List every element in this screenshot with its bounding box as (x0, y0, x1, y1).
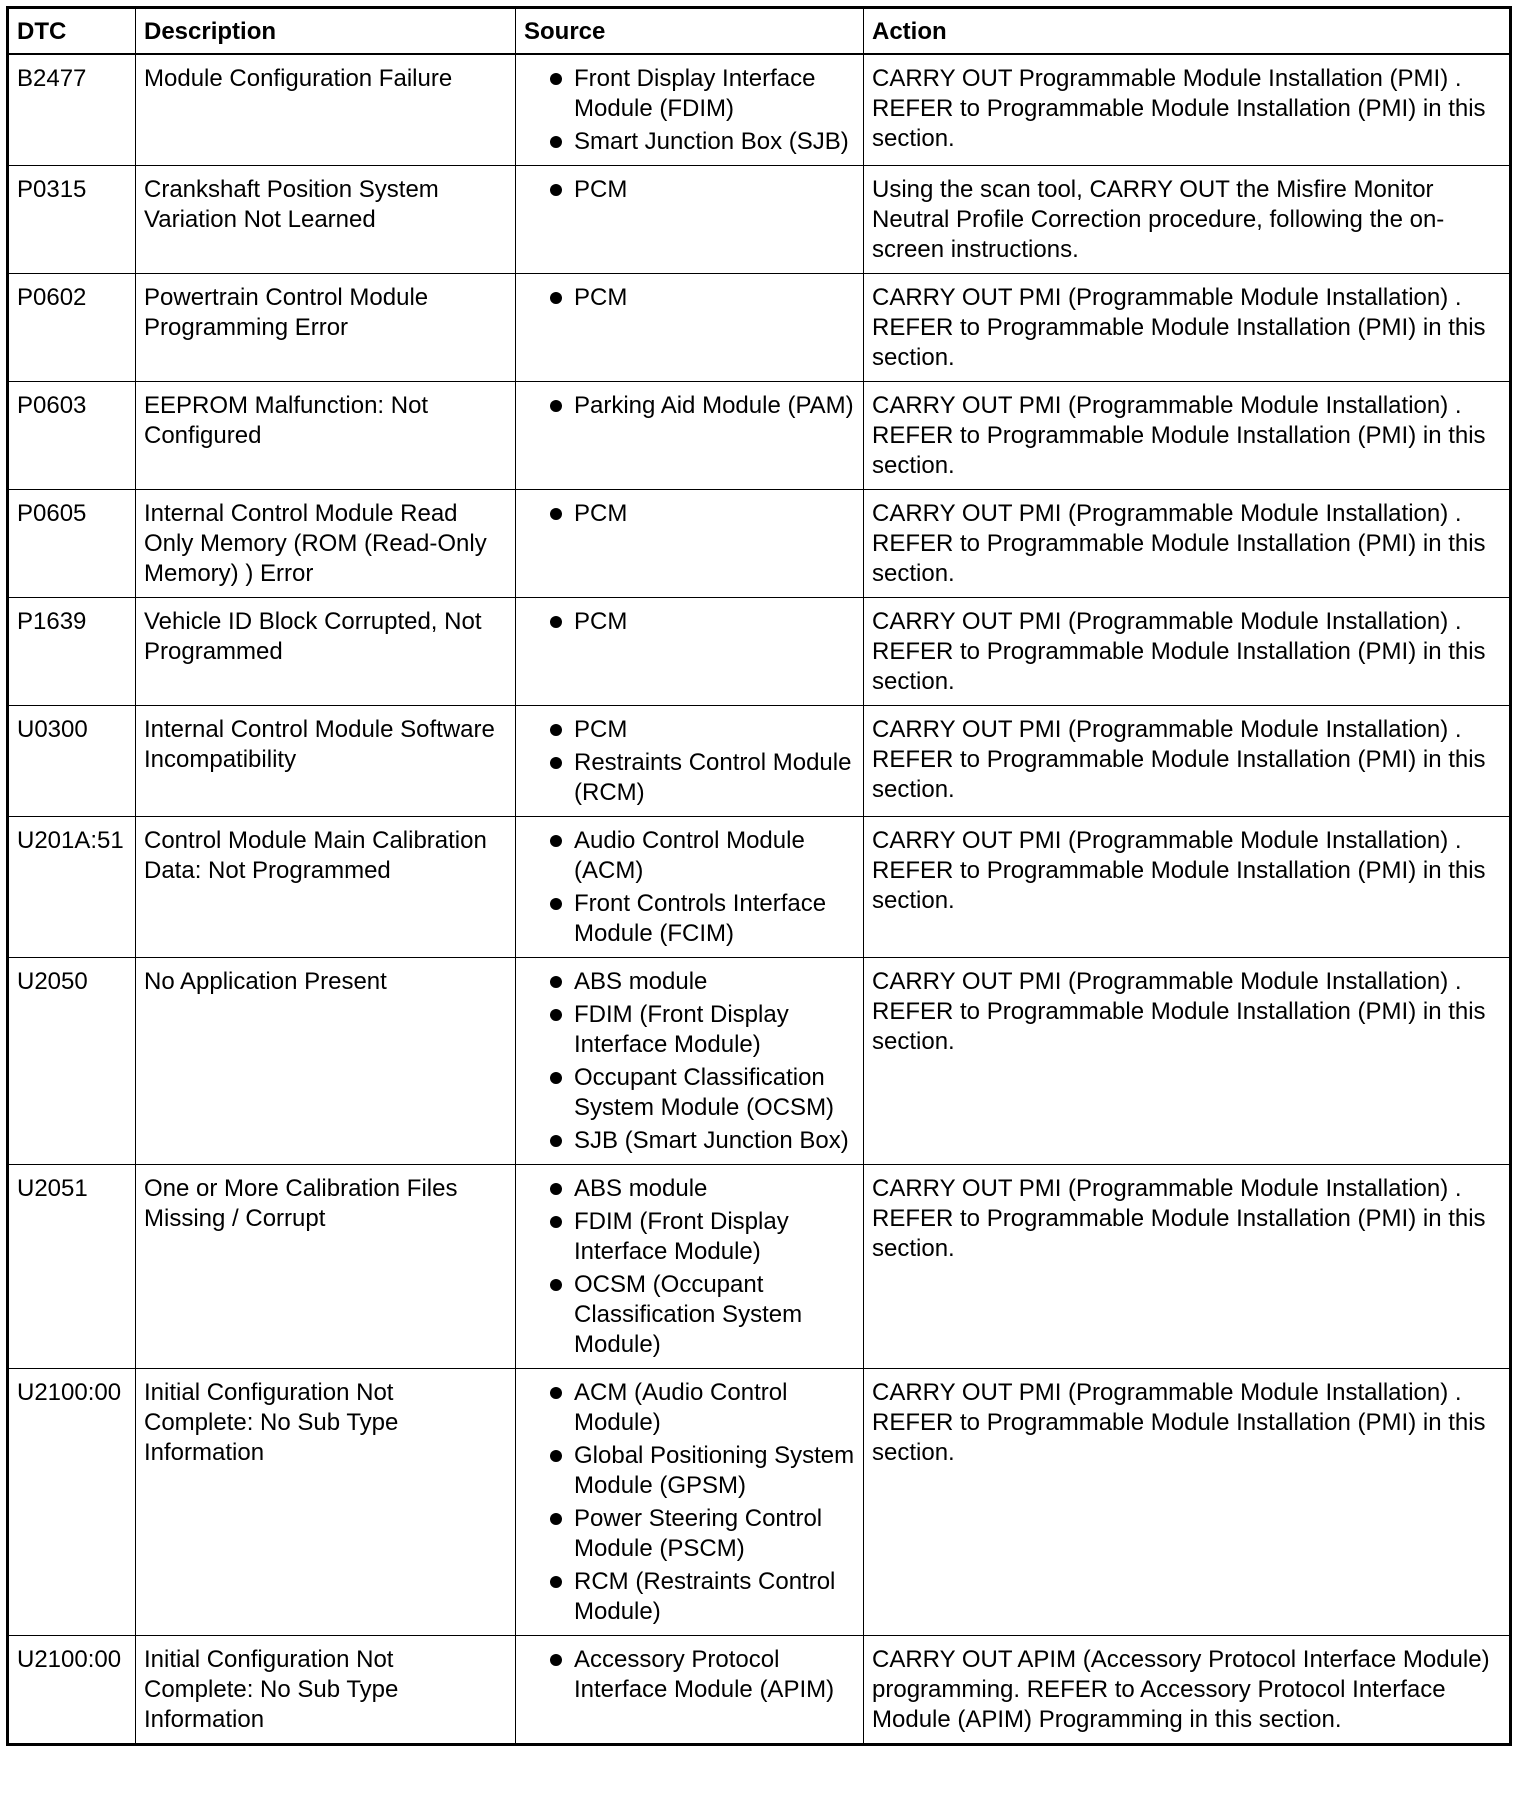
dtc-source (516, 1369, 864, 1636)
table-row (8, 274, 1511, 382)
bullet-icon (550, 73, 562, 85)
dtc-description: One or More Calibration Files Missing / Corrupt (136, 1165, 516, 1369)
bullet-icon (550, 1450, 562, 1462)
source-text: Audio Control Module (ACM) (574, 827, 805, 884)
dtc-code: B2477 (8, 54, 136, 166)
bullet-icon (550, 898, 562, 910)
dtc-action: CARRY OUT PMI (Programmable Module Installation) . REFER to Programmable Module Installation (PMI) in this section. (864, 1165, 1511, 1369)
dtc-code: U2051 (8, 1165, 136, 1369)
source-list (524, 715, 855, 808)
source-text: Accessory Protocol Interface Module (APIM) (574, 1646, 835, 1703)
dtc-source (516, 817, 864, 958)
bullet-icon (550, 1513, 562, 1525)
table-row (8, 706, 1511, 817)
source-list (524, 499, 855, 529)
dtc-description: Initial Configuration Not Complete: No Sub Type Information (136, 1369, 516, 1636)
source-text: ACM (Audio Control Module) (574, 1379, 788, 1436)
dtc-table (6, 6, 1512, 1746)
dtc-action: CARRY OUT PMI (Programmable Module Installation) . REFER to Programmable Module Installation (PMI) in this section. (864, 817, 1511, 958)
source-text: FDIM (Front Display Interface Module) (574, 1001, 789, 1058)
source-list (524, 607, 855, 637)
bullet-icon (550, 136, 562, 148)
bullet-icon (550, 724, 562, 736)
dtc-action: CARRY OUT PMI (Programmable Module Installation) . REFER to Programmable Module Installation (PMI) in this section. (864, 706, 1511, 817)
bullet-icon (550, 1387, 562, 1399)
dtc-code: P0315 (8, 166, 136, 274)
source-item (524, 175, 855, 205)
source-item (524, 1126, 855, 1156)
source-item (524, 748, 855, 808)
dtc-description: No Application Present (136, 958, 516, 1165)
dtc-action: Using the scan tool, CARRY OUT the Misfire Monitor Neutral Profile Correction procedure, following the on-screen instructions. (864, 166, 1511, 274)
header-dtc: DTC (8, 8, 136, 55)
dtc-source (516, 598, 864, 706)
dtc-action: CARRY OUT PMI (Programmable Module Installation) . REFER to Programmable Module Installation (PMI) in this section. (864, 382, 1511, 490)
source-text: OCSM (Occupant Classification System Module) (574, 1271, 803, 1358)
dtc-description: Crankshaft Position System Variation Not Learned (136, 166, 516, 274)
table-row (8, 490, 1511, 598)
source-list (524, 391, 855, 421)
source-item (524, 1000, 855, 1060)
table-header-row (8, 8, 1511, 55)
source-text: SJB (Smart Junction Box) (574, 1127, 849, 1154)
source-item (524, 826, 855, 886)
dtc-source (516, 1165, 864, 1369)
table-row (8, 817, 1511, 958)
dtc-source (516, 382, 864, 490)
dtc-code: P0602 (8, 274, 136, 382)
source-item (524, 1270, 855, 1360)
source-text: Global Positioning System Module (GPSM) (574, 1442, 855, 1499)
bullet-icon (550, 1576, 562, 1588)
bullet-icon (550, 616, 562, 628)
source-item (524, 1207, 855, 1267)
bullet-icon (550, 1009, 562, 1021)
table-body (8, 54, 1511, 1745)
source-list (524, 1174, 855, 1360)
dtc-action: CARRY OUT PMI (Programmable Module Installation) . REFER to Programmable Module Installation (PMI) in this section. (864, 274, 1511, 382)
dtc-source (516, 166, 864, 274)
dtc-description: Powertrain Control Module Programming Error (136, 274, 516, 382)
source-item (524, 1645, 855, 1705)
source-item (524, 64, 855, 124)
source-item (524, 1174, 855, 1204)
source-text: PCM (574, 716, 628, 743)
bullet-icon (550, 1135, 562, 1147)
dtc-code: U2100:00 (8, 1369, 136, 1636)
source-text: PCM (574, 500, 628, 527)
dtc-source (516, 54, 864, 166)
table-row (8, 54, 1511, 166)
source-text: Front Display Interface Module (FDIM) (574, 65, 816, 122)
source-text: Occupant Classification System Module (OCSM) (574, 1064, 835, 1121)
source-list (524, 1378, 855, 1627)
dtc-description: Initial Configuration Not Complete: No Sub Type Information (136, 1636, 516, 1745)
source-item (524, 1441, 855, 1501)
bullet-icon (550, 835, 562, 847)
source-item (524, 715, 855, 745)
source-list (524, 967, 855, 1156)
source-text: PCM (574, 284, 628, 311)
table-row (8, 598, 1511, 706)
bullet-icon (550, 508, 562, 520)
source-item (524, 607, 855, 637)
source-item (524, 889, 855, 949)
bullet-icon (550, 1072, 562, 1084)
bullet-icon (550, 757, 562, 769)
dtc-source (516, 274, 864, 382)
dtc-action: CARRY OUT Programmable Module Installation (PMI) . REFER to Programmable Module Installation (PMI) in this section. (864, 54, 1511, 166)
dtc-action: CARRY OUT APIM (Accessory Protocol Interface Module) programming. REFER to Accessory Protocol Interface Module (APIM) Programming in this section. (864, 1636, 1511, 1745)
dtc-action: CARRY OUT PMI (Programmable Module Installation) . REFER to Programmable Module Installation (PMI) in this section. (864, 490, 1511, 598)
dtc-description: Internal Control Module Read Only Memory (ROM (Read-Only Memory) ) Error (136, 490, 516, 598)
table-row (8, 1369, 1511, 1636)
source-text: Parking Aid Module (PAM) (574, 392, 854, 419)
dtc-action: CARRY OUT PMI (Programmable Module Installation) . REFER to Programmable Module Installation (PMI) in this section. (864, 958, 1511, 1165)
dtc-code: P1639 (8, 598, 136, 706)
dtc-code: P0605 (8, 490, 136, 598)
source-text: Front Controls Interface Module (FCIM) (574, 890, 827, 947)
source-text: FDIM (Front Display Interface Module) (574, 1208, 789, 1265)
dtc-code: U2100:00 (8, 1636, 136, 1745)
source-item (524, 1378, 855, 1438)
source-item (524, 127, 855, 157)
dtc-source (516, 1636, 864, 1745)
dtc-description: Vehicle ID Block Corrupted, Not Programmed (136, 598, 516, 706)
dtc-source (516, 490, 864, 598)
dtc-description: Module Configuration Failure (136, 54, 516, 166)
source-item (524, 1504, 855, 1564)
source-item (524, 391, 855, 421)
source-text: PCM (574, 176, 628, 203)
bullet-icon (550, 184, 562, 196)
source-list (524, 1645, 855, 1705)
dtc-code: U2050 (8, 958, 136, 1165)
header-description: Description (136, 8, 516, 55)
source-list (524, 826, 855, 949)
source-text: RCM (Restraints Control Module) (574, 1568, 836, 1625)
source-text: Restraints Control Module (RCM) (574, 749, 852, 806)
source-list (524, 175, 855, 205)
dtc-code: U0300 (8, 706, 136, 817)
header-action: Action (864, 8, 1511, 55)
dtc-action: CARRY OUT PMI (Programmable Module Installation) . REFER to Programmable Module Installation (PMI) in this section. (864, 598, 1511, 706)
source-list (524, 283, 855, 313)
dtc-source (516, 706, 864, 817)
source-item (524, 1063, 855, 1123)
dtc-source (516, 958, 864, 1165)
bullet-icon (550, 976, 562, 988)
bullet-icon (550, 1216, 562, 1228)
table-row (8, 1636, 1511, 1745)
dtc-description: EEPROM Malfunction: Not Configured (136, 382, 516, 490)
source-item (524, 1567, 855, 1627)
table-row (8, 166, 1511, 274)
bullet-icon (550, 1654, 562, 1666)
source-item (524, 283, 855, 313)
table-row (8, 1165, 1511, 1369)
dtc-description: Internal Control Module Software Incompatibility (136, 706, 516, 817)
dtc-code: P0603 (8, 382, 136, 490)
source-list (524, 64, 855, 157)
source-text: ABS module (574, 968, 708, 995)
header-source: Source (516, 8, 864, 55)
table-row (8, 382, 1511, 490)
source-text: ABS module (574, 1175, 708, 1202)
source-text: Power Steering Control Module (PSCM) (574, 1505, 823, 1562)
source-item (524, 499, 855, 529)
dtc-description: Control Module Main Calibration Data: Not Programmed (136, 817, 516, 958)
source-item (524, 967, 855, 997)
dtc-code: U201A:51 (8, 817, 136, 958)
bullet-icon (550, 400, 562, 412)
source-text: Smart Junction Box (SJB) (574, 128, 849, 155)
bullet-icon (550, 292, 562, 304)
bullet-icon (550, 1279, 562, 1291)
source-text: PCM (574, 608, 628, 635)
table-row (8, 958, 1511, 1165)
dtc-action: CARRY OUT PMI (Programmable Module Installation) . REFER to Programmable Module Installation (PMI) in this section. (864, 1369, 1511, 1636)
bullet-icon (550, 1183, 562, 1195)
